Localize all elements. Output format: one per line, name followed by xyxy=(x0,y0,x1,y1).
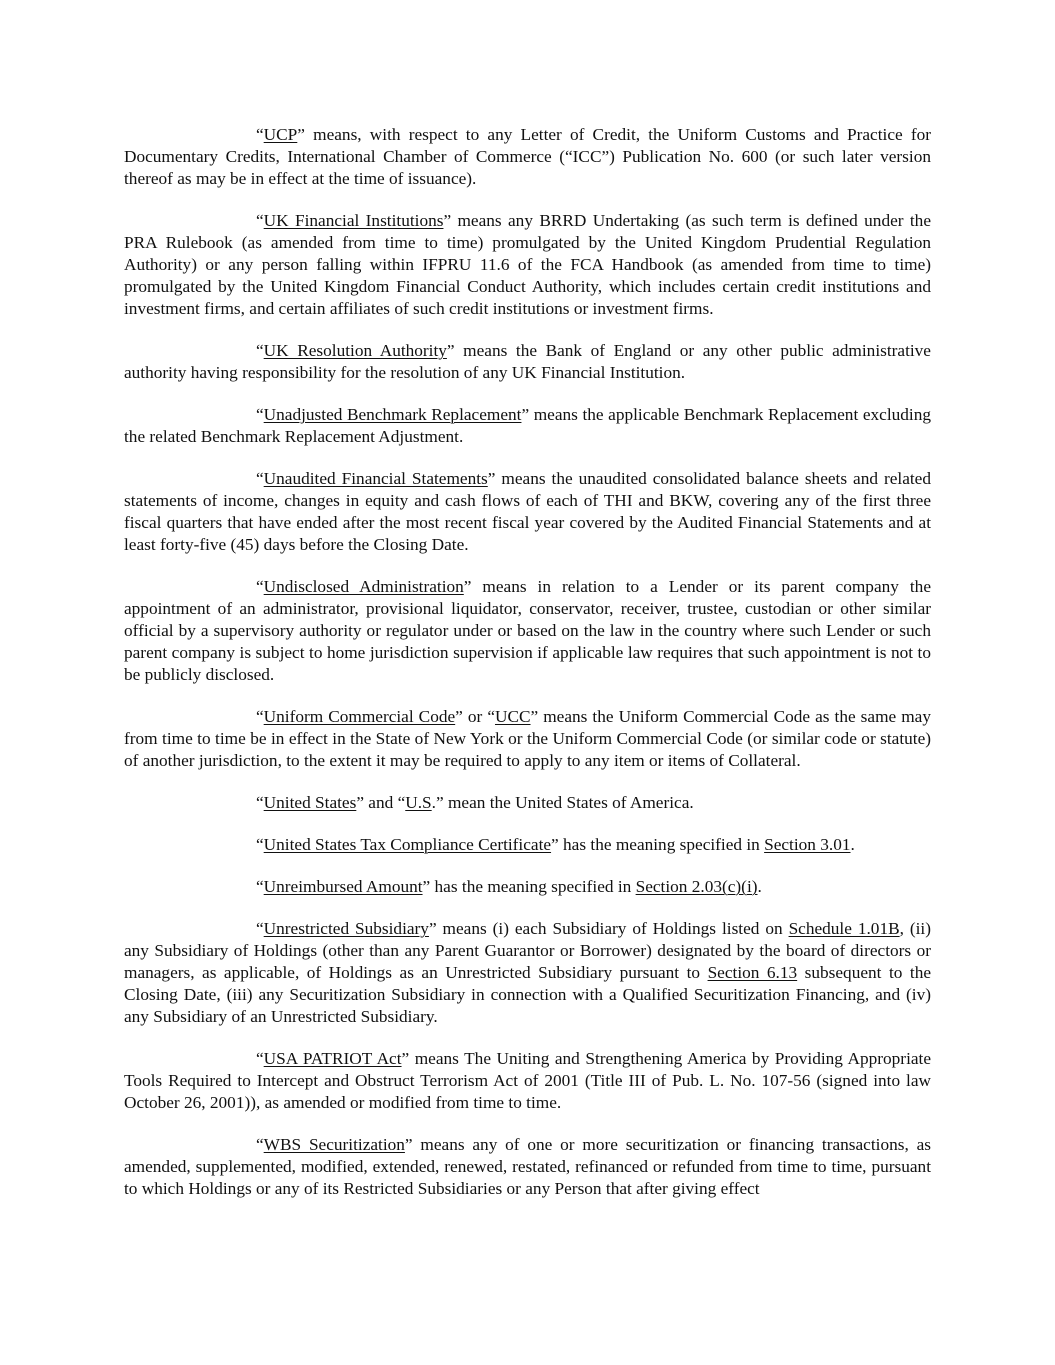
text-run: “ xyxy=(256,1049,264,1068)
defined-term: U.S xyxy=(405,793,432,812)
definition-ucp xyxy=(124,124,931,190)
text-run: “ xyxy=(256,835,264,854)
text-run: ” means the Uniform Commercial Code as the same may from time to time be in effect in the State of New York or the Uniform Commercial Code (or similar code or statute) of another jurisdiction, to the extent it may be required to apply to any item or items of Collateral. xyxy=(124,707,931,770)
text-run: ” means in relation to a Lender or its parent company the appointment of an administrator, provisional liquidator, conservator, receiver, trustee, custodian or other similar official by a supervisory authority or regulator under or based on the law in the country where such Lender or such parent company is subject to home jurisdiction supervision if applicable law requires that such appointment is not to be publicly disclosed. xyxy=(124,577,931,684)
text-run: ” means the Bank of England or any other public administrative authority having responsibility for the resolution of any UK Financial Institution. xyxy=(124,341,931,382)
text-run: . xyxy=(850,835,855,854)
text-run: ” means, with respect to any Letter of Credit, the Uniform Customs and Practice for Documentary Credits, International Chamber of Commerce (“ICC”) Publication No. 600 (or such later version thereof as may be in effect at the time of issuance). xyxy=(124,125,931,188)
text-run: subsequent to the Closing Date, (iii) any Securitization Subsidiary in connection with a Qualified Securitization Financing, and (iv) any Subsidiary of an Unrestricted Subsidiary. xyxy=(124,963,932,1026)
text-run: ” means any of one or more securitization or financing transactions, as amended, supplemented, modified, extended, renewed, restated, refinanced or refunded from time to time, pursuant to which Holdings or any of its Restricted Subsidiaries or any Person that after giving effect xyxy=(124,1135,931,1198)
defined-term: UK Resolution Authority xyxy=(263,341,447,360)
section-reference: Section 6.13 xyxy=(707,963,798,982)
text-run: “ xyxy=(256,707,264,726)
text-run: ” has the meaning specified in xyxy=(551,835,765,854)
definition-unreimbursed-amount xyxy=(124,876,931,898)
text-run: “ xyxy=(256,211,264,230)
text-run: “ xyxy=(256,469,264,488)
text-run: ” means (i) each Subsidiary of Holdings listed on xyxy=(428,919,789,938)
defined-term: Unadjusted Benchmark Replacement xyxy=(263,405,522,424)
text-run: “ xyxy=(256,1135,264,1154)
definition-undisclosed-administration xyxy=(124,576,931,686)
defined-term: United States Tax Compliance Certificate xyxy=(263,835,552,854)
text-run: , (ii) any Subsidiary of Holdings (other than any Parent Guarantor or Borrower) designated by the board of directors or managers, as applicable, of Holdings as an Unrestricted Subsidiary pursuant to xyxy=(124,919,931,982)
defined-term: Undisclosed Administration xyxy=(263,577,464,596)
definition-unrestricted-subsidiary xyxy=(124,918,931,1028)
text-run: ” means The Uniting and Strengthening America by Providing Appropriate Tools Required to Intercept and Obstruct Terrorism Act of 2001 (Title III of Pub. L. No. 107-56 (signed into law October 26, 2001)), as amended or modified from time to time. xyxy=(124,1049,932,1112)
text-run: ” or “ xyxy=(455,707,495,726)
defined-term: Unreimbursed Amount xyxy=(263,877,423,896)
defined-term: UCP xyxy=(263,125,298,144)
definition-uniform-commercial-code xyxy=(124,706,931,772)
text-run: ” means the applicable Benchmark Replacement excluding the related Benchmark Replacement Adjustment. xyxy=(124,405,931,446)
text-run: “ xyxy=(256,793,264,812)
text-run: “ xyxy=(256,125,264,144)
text-run: ” and “ xyxy=(356,793,406,812)
text-run: . xyxy=(757,877,762,896)
text-run: “ xyxy=(256,919,264,938)
defined-term: WBS Securitization xyxy=(263,1135,405,1154)
definition-unadjusted-benchmark-replacement xyxy=(124,404,931,448)
text-run: “ xyxy=(256,341,264,360)
text-run: ” means the unaudited consolidated balance sheets and related statements of income, changes in equity and cash flows of each of THI and BKW, covering any of the first three fiscal quarters that have ended after the most recent fiscal year covered by the Audited Financial Statements and at least forty-five (45) days before the Closing Date. xyxy=(124,469,931,554)
section-reference: Section 3.01 xyxy=(764,835,851,854)
text-run: .” mean the United States of America. xyxy=(431,793,694,812)
definition-uk-financial-institutions xyxy=(124,210,931,320)
schedule-reference: Schedule 1.01B xyxy=(788,919,900,938)
defined-term: USA PATRIOT Act xyxy=(263,1049,402,1068)
text-run: ” has the meaning specified in xyxy=(422,877,636,896)
definition-usa-patriot-act xyxy=(124,1048,931,1114)
text-run: “ xyxy=(256,577,264,596)
document-page xyxy=(124,124,931,1220)
section-reference: Section 2.03(c)(i) xyxy=(635,877,758,896)
defined-term: UCC xyxy=(494,707,531,726)
text-run: “ xyxy=(256,877,264,896)
defined-term: UK Financial Institutions xyxy=(263,211,444,230)
defined-term: Unrestricted Subsidiary xyxy=(263,919,429,938)
definition-wbs-securitization xyxy=(124,1134,931,1200)
defined-term: United States xyxy=(263,793,357,812)
defined-term: Uniform Commercial Code xyxy=(263,707,456,726)
text-run: ” means any BRRD Undertaking (as such term is defined under the PRA Rulebook (as amended from time to time) promulgated by the United Kingdom Prudential Regulation Authority) or any person falling within IFPRU 11.6 of the FCA Handbook (as amended from time to time) promulgated by the United Kingdom Financial Conduct Authority, which includes certain credit institutions and investment firms, and certain affiliates of such credit institutions or investment firms. xyxy=(124,211,931,318)
definition-unaudited-financial-statements xyxy=(124,468,931,556)
definition-united-states-tax-compliance-certificate xyxy=(124,834,931,856)
defined-term: Unaudited Financial Statements xyxy=(263,469,488,488)
text-run: “ xyxy=(256,405,264,424)
definition-united-states xyxy=(124,792,931,814)
definition-uk-resolution-authority xyxy=(124,340,931,384)
